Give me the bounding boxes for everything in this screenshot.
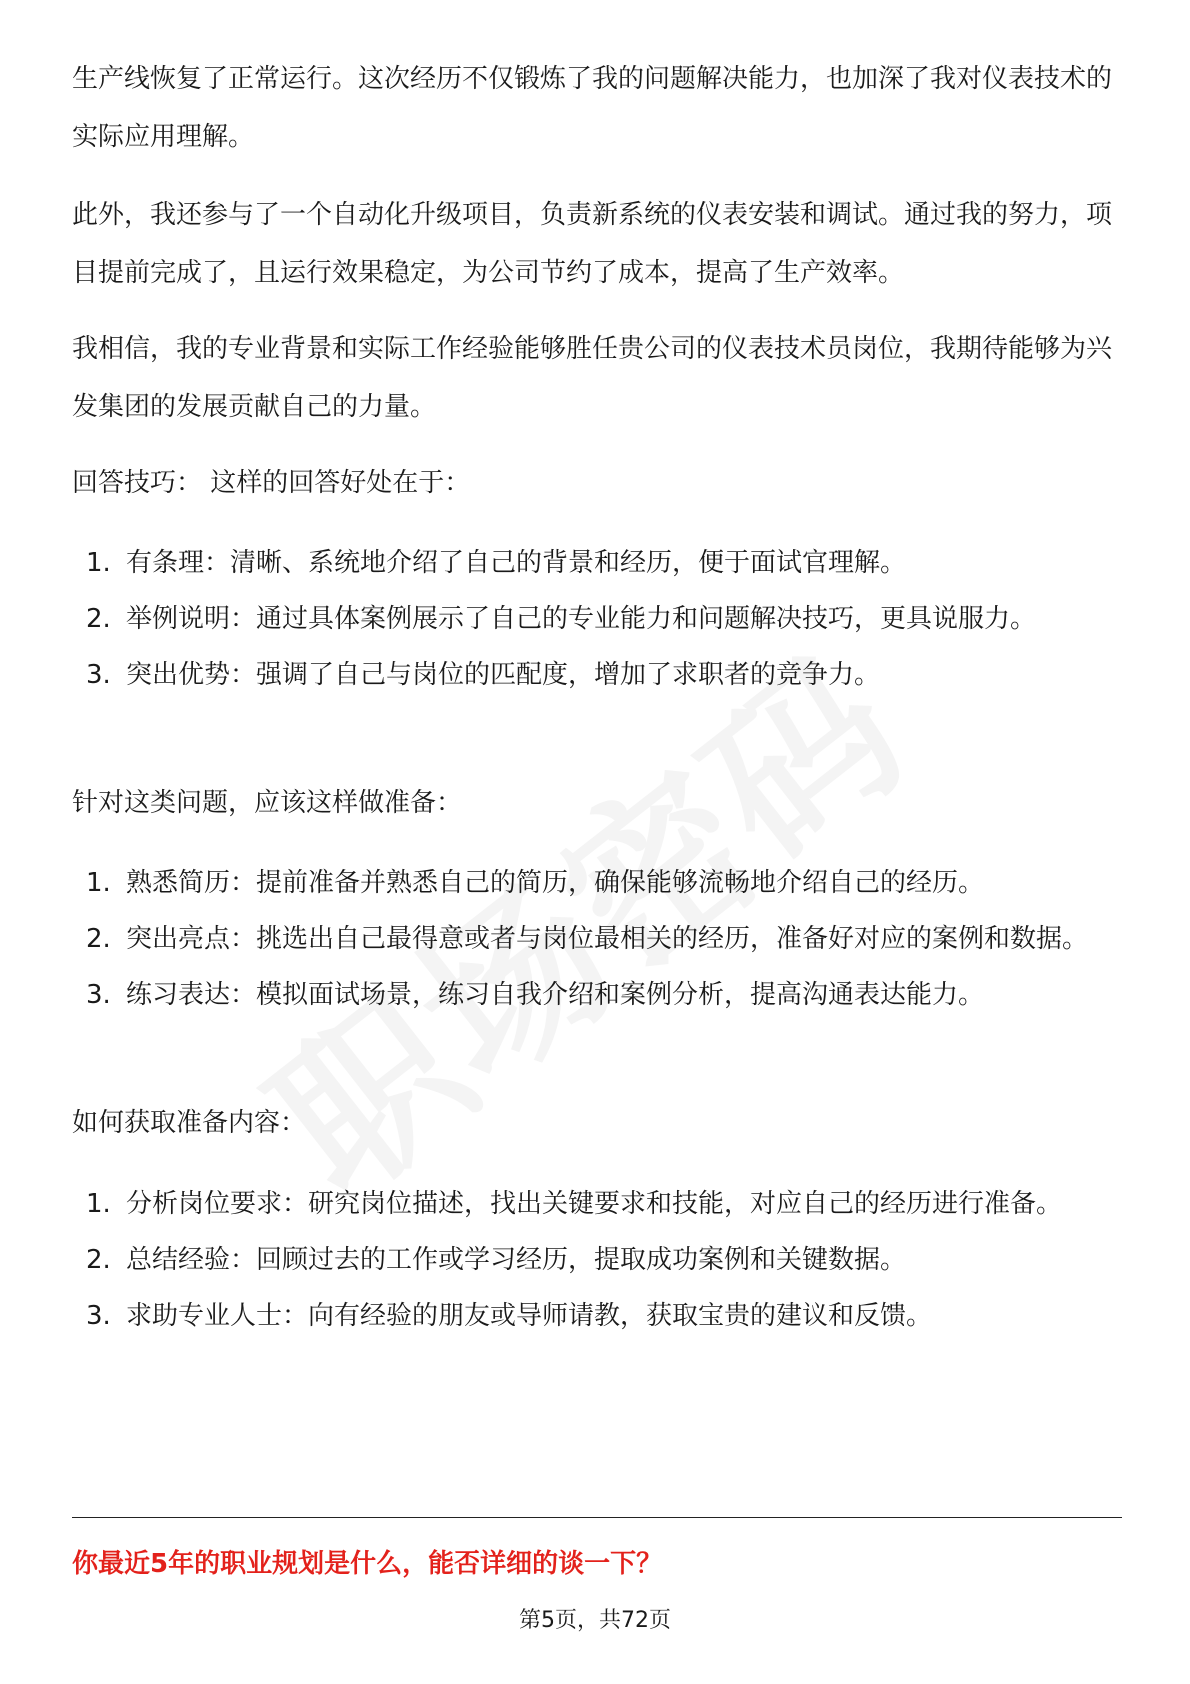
list-item — [72, 647, 1122, 703]
prepare-label: 针对这类问题，应该这样做准备： — [72, 788, 463, 818]
list-item — [72, 911, 1122, 967]
list-item — [72, 855, 1122, 911]
list-item-text: 求助专业人士：向有经验的朋友或导师请教，获取宝贵的建议和反馈。 — [126, 1301, 933, 1331]
list-item-number: 3. — [86, 1301, 111, 1331]
list-item — [72, 967, 1122, 1023]
list-item-number: 3. — [86, 660, 111, 690]
intro-paragraph-2: 此外，我还参与了一个自动化升级项目，负责新系统的仪表安装和调试。通过我的努力，项目提前完成了，且运行效果稳定，为公司节约了成本，提高了生产效率。 — [72, 200, 1113, 288]
section-divider — [72, 1517, 1122, 1518]
list-item-number: 1. — [86, 1189, 111, 1219]
list-item — [72, 535, 1122, 591]
list-item — [72, 1232, 1122, 1288]
tips-label: 回答技巧： 这样的回答好处在于： — [72, 468, 471, 498]
list-item-number: 3. — [86, 980, 111, 1010]
obtain-list — [72, 1176, 1122, 1344]
list-item-text: 突出优势：强调了自己与岗位的匹配度，增加了求职者的竞争力。 — [126, 660, 881, 690]
list-item-text: 举例说明：通过具体案例展示了自己的专业能力和问题解决技巧，更具说服力。 — [126, 604, 1037, 634]
list-item — [72, 591, 1122, 647]
intro-paragraph-1: 生产线恢复了正常运行。这次经历不仅锻炼了我的问题解决能力，也加深了我对仪表技术的实际应用理解。 — [72, 64, 1113, 152]
page-number: 第5页，共72页 — [519, 1608, 671, 1633]
list-item-text: 有条理：清晰、系统地介绍了自己的背景和经历，便于面试官理解。 — [126, 548, 907, 578]
next-question-heading: 你最近5年的职业规划是什么，能否详细的谈一下？ — [72, 1549, 663, 1579]
intro-paragraph-3: 我相信，我的专业背景和实际工作经验能够胜任贵公司的仪表技术员岗位，我期待能够为兴发集团的发展贡献自己的力量。 — [72, 334, 1113, 422]
list-item-number: 1. — [86, 548, 111, 578]
list-item-text: 突出亮点：挑选出自己最得意或者与岗位最相关的经历，准备好对应的案例和数据。 — [126, 924, 1089, 954]
list-item-number: 1. — [86, 868, 111, 898]
list-item-number: 2. — [86, 924, 111, 954]
list-item-text: 练习表达：模拟面试场景，练习自我介绍和案例分析，提高沟通表达能力。 — [126, 980, 985, 1010]
list-item-text: 总结经验：回顾过去的工作或学习经历，提取成功案例和关键数据。 — [126, 1245, 907, 1275]
prepare-list — [72, 855, 1122, 1023]
list-item-text: 分析岗位要求：研究岗位描述，找出关键要求和技能，对应自己的经历进行准备。 — [126, 1189, 1063, 1219]
list-item-text: 熟悉简历：提前准备并熟悉自己的简历，确保能够流畅地介绍自己的经历。 — [126, 868, 985, 898]
tips-list — [72, 535, 1122, 703]
obtain-label: 如何获取准备内容： — [72, 1108, 307, 1138]
list-item-number: 2. — [86, 604, 111, 634]
list-item — [72, 1176, 1122, 1232]
list-item-number: 2. — [86, 1245, 111, 1275]
list-item — [72, 1288, 1122, 1344]
